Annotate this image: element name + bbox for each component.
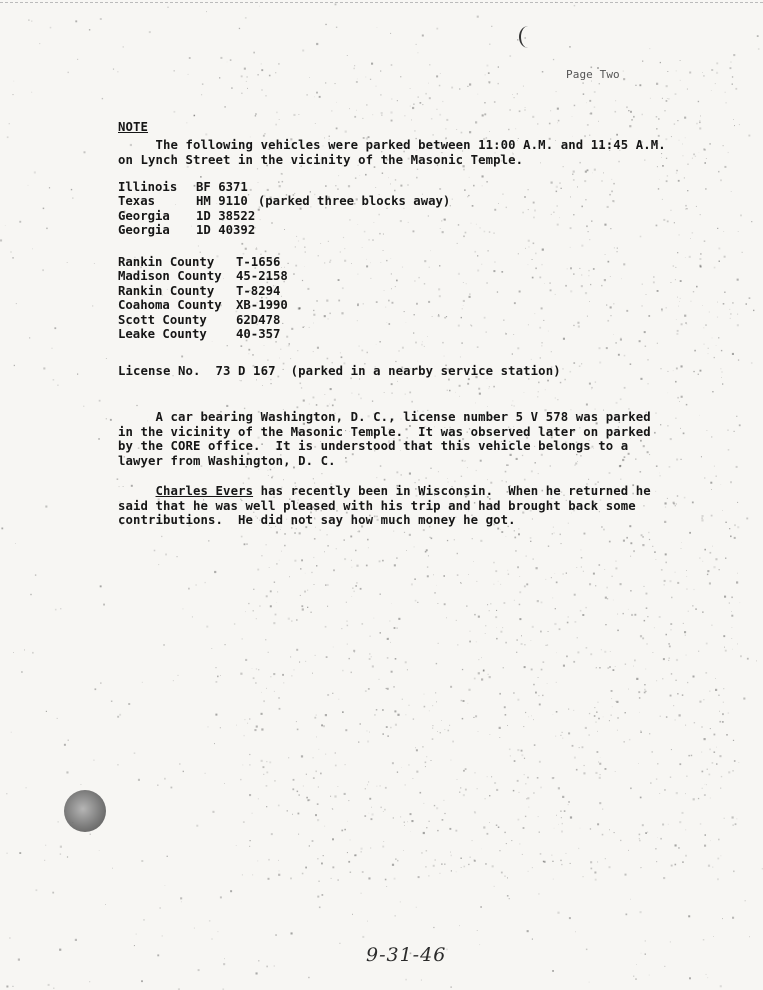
paragraph-line: A car bearing Washington, D. C., license number 5 V 578 was parked	[118, 410, 651, 424]
intro-line: The following vehicles were parked between 11:00 A.M. and 11:45 A.M.	[118, 138, 666, 152]
intro-line: on Lynch Street in the vicinity of the Masonic Temple.	[118, 152, 524, 167]
plate-number: 62D478	[236, 312, 281, 327]
list-item	[118, 223, 450, 237]
note-intro	[118, 138, 666, 167]
county-name: Rankin County	[118, 255, 215, 269]
list-item	[118, 313, 288, 327]
paragraph-line	[118, 484, 651, 499]
state-name: Georgia	[118, 223, 170, 238]
plate-number: XB-1990	[236, 298, 288, 313]
indent	[118, 484, 156, 498]
paragraph-line: said that he was well pleased with his trip and had brought back some	[118, 498, 636, 513]
paragraph-line: lawyer from Washington, D. C.	[118, 453, 336, 468]
plate-number: HM 9110	[196, 194, 248, 209]
license-line: License No. 73 D 167 (parked in a nearby service station)	[118, 364, 561, 378]
person-name: Charles Evers	[155, 484, 254, 498]
paragraph-text: has recently been in Wisconsin. When he returned he	[253, 484, 651, 498]
plate-number: 1D 40392	[196, 223, 256, 238]
paragraph-line: in the vicinity of the Masonic Temple. It was observed later on parked	[118, 424, 651, 439]
county-name: Coahoma County	[118, 298, 222, 313]
plate-number: T-1656	[236, 255, 281, 269]
plate-number: 1D 38522	[196, 208, 256, 223]
handwritten-number: 9-31-46	[366, 944, 447, 966]
plate-note: (parked three blocks away)	[257, 194, 451, 209]
list-item	[118, 298, 288, 312]
washington-paragraph	[118, 410, 651, 468]
plate-number: 45-2158	[236, 269, 288, 284]
state-name: Illinois	[118, 180, 178, 194]
county-name: Leake County	[118, 327, 207, 342]
note-heading: NOTE	[118, 120, 149, 134]
state-name: Georgia	[118, 208, 170, 223]
evers-paragraph	[118, 484, 651, 528]
plate-number: T-8294	[236, 283, 281, 298]
paragraph-line: by the CORE office. It is understood that this vehicle belongs to a	[118, 439, 629, 453]
county-name: Scott County	[118, 312, 207, 327]
county-name: Rankin County	[118, 283, 215, 298]
list-item	[118, 180, 450, 194]
state-plates-list	[118, 180, 450, 238]
list-item	[118, 327, 288, 341]
county-name: Madison County	[118, 269, 222, 284]
plate-number: BF 6371	[196, 180, 248, 194]
list-item	[118, 209, 450, 223]
paragraph-line: contributions. He did not say how much money he got.	[118, 513, 516, 527]
plate-number: 40-357	[236, 327, 281, 342]
page-label: Page Two	[566, 68, 620, 81]
list-item	[118, 255, 288, 269]
top-edge-line	[0, 2, 763, 3]
county-plates-list	[118, 255, 288, 341]
state-name: Texas	[118, 194, 156, 209]
list-item	[118, 194, 450, 208]
list-item	[118, 269, 288, 283]
punch-hole	[64, 790, 106, 832]
list-item	[118, 284, 288, 298]
stray-mark	[519, 26, 537, 48]
